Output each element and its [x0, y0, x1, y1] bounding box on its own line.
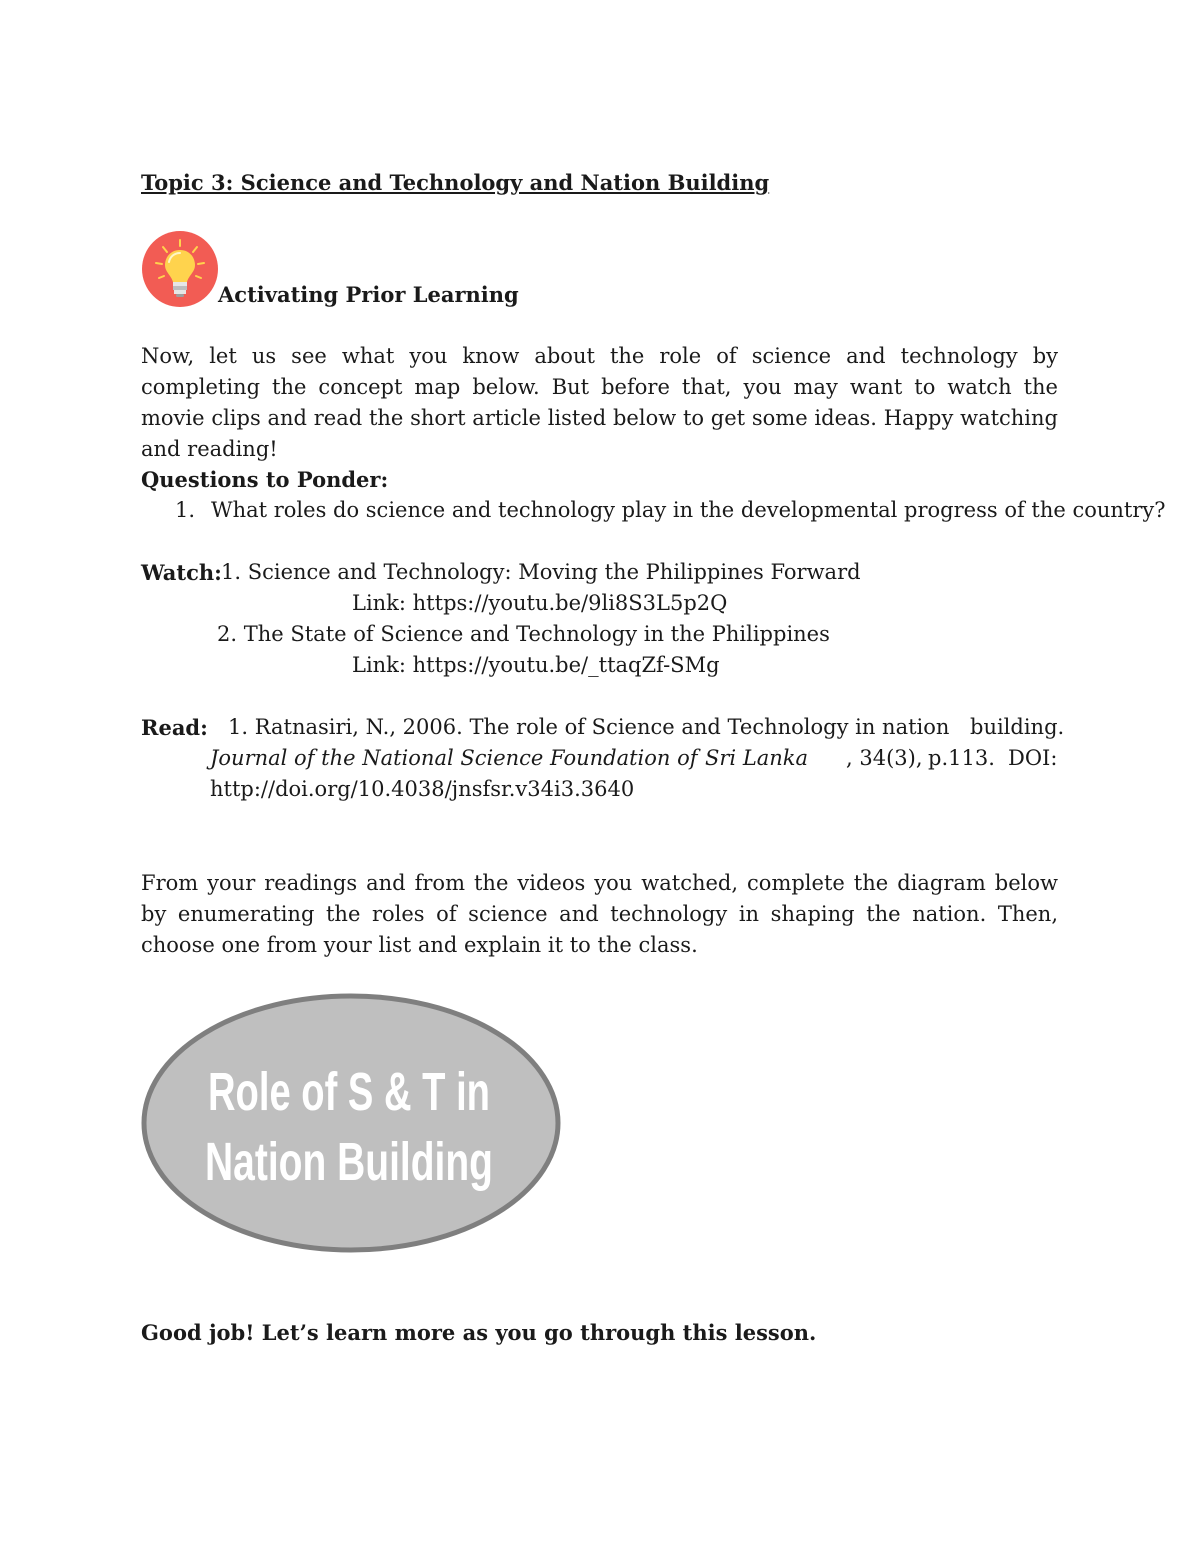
read-doi-link[interactable]: http://doi.org/10.4038/jnsfsr.v34i3.3640	[210, 777, 635, 801]
diagram-label-line2: Nation Building	[205, 1132, 493, 1192]
watch-link-1[interactable]: Link: https://youtu.be/9li8S3L5p2Q	[352, 591, 728, 615]
read-journal-title: Journal of the National Science Foundation of	[210, 746, 698, 770]
questions-label: Questions to Ponder:	[141, 467, 389, 492]
question-item	[141, 498, 1166, 522]
diagram-label-line1: Role of S & T in	[208, 1062, 490, 1122]
read-volume: , 34(3),	[846, 746, 923, 770]
closing-text: Good job! Let’s learn more as you go through this lesson.	[141, 1320, 817, 1345]
watch-item-2: 2. The State of Science and Technology in the Philippines	[217, 622, 830, 646]
read-journal-country: Sri Lanka	[705, 746, 809, 770]
concept-map-ellipse	[140, 990, 562, 1256]
watch-label: Watch:	[141, 560, 222, 585]
read-citation-line1-end: building.	[970, 715, 1065, 739]
section-heading: Activating Prior Learning	[218, 282, 519, 307]
question-number: 1.	[175, 498, 196, 522]
read-label: Read:	[141, 715, 208, 740]
watch-link-2[interactable]: Link: https://youtu.be/_ttaqZf-SMg	[352, 653, 720, 677]
read-page: p.113.	[928, 746, 995, 770]
intro-paragraph: Now, let us see what you know about the role of science and technology by completing the concept map below. But before that, you may want to watch the movie clips and read the short article listed below to get some ideas. Happy watching and reading!	[141, 344, 1058, 461]
page-title: Topic 3: Science and Technology and Nation Building	[141, 170, 770, 195]
lightbulb-icon	[141, 230, 219, 308]
read-doi-label: DOI:	[1008, 746, 1058, 770]
instruction-paragraph: From your readings and from the videos you watched, complete the diagram below by enumerating the roles of science and technology in shaping the nation. Then, choose one from your list and explain it to the class.	[141, 871, 1058, 957]
question-text: What roles do science and technology play in the developmental progress of the country?	[211, 498, 1166, 522]
watch-item-1: 1. Science and Technology: Moving the Philippines Forward	[221, 560, 861, 584]
read-citation-line1: 1. Ratnasiri, N., 2006. The role of Science and Technology in nation	[228, 715, 950, 739]
